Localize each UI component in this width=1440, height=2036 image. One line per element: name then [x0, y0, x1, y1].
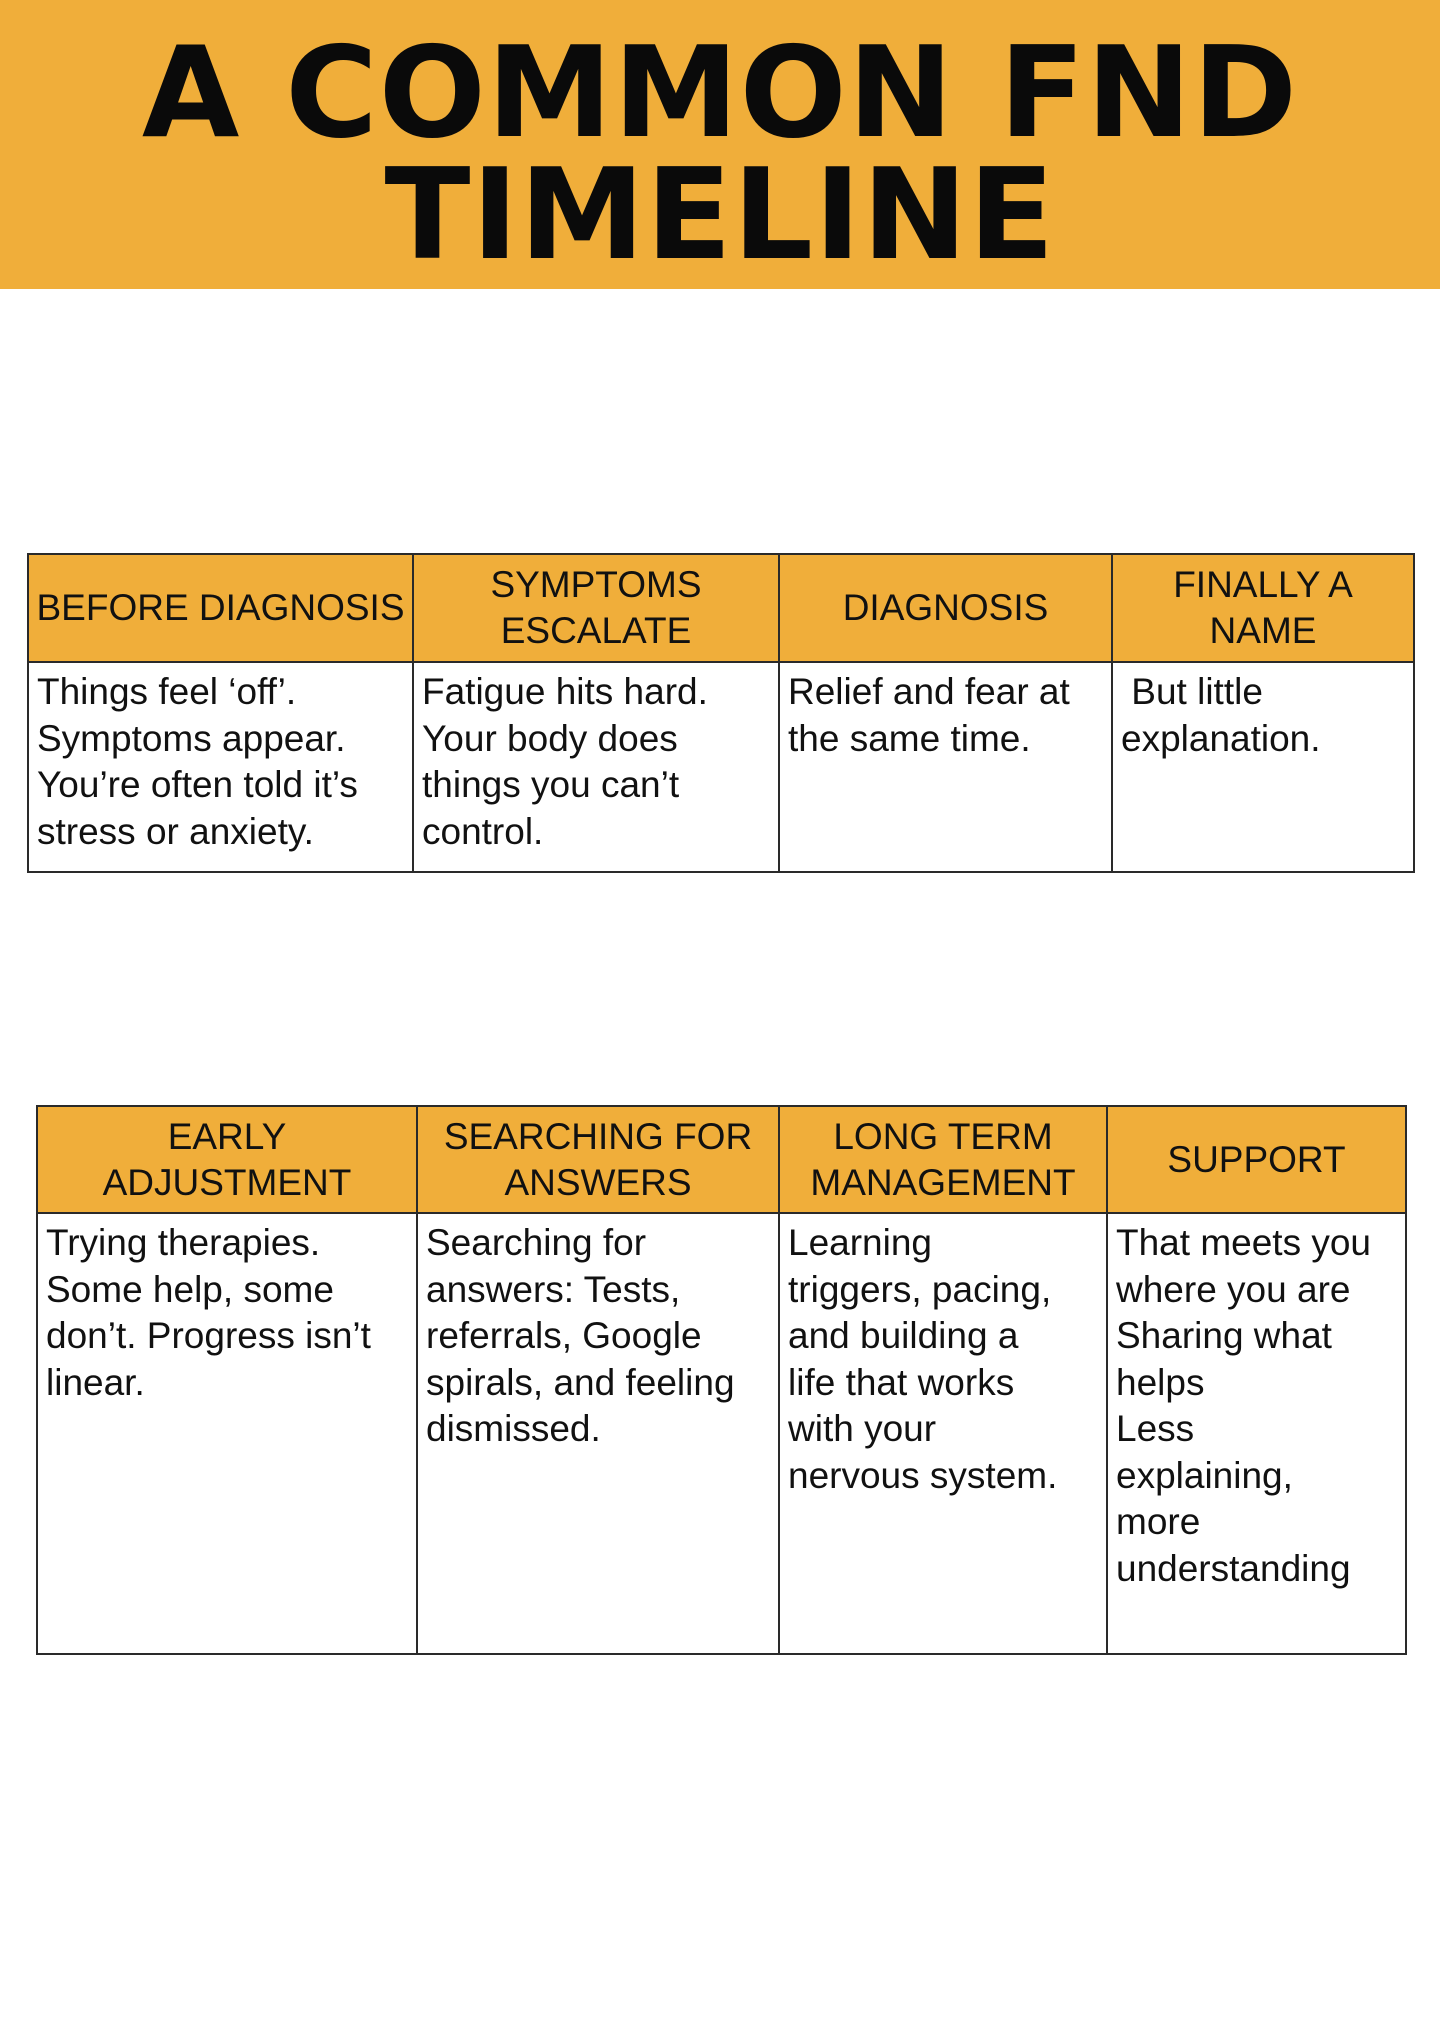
stage-description-line: Things feel ‘off’.: [37, 671, 297, 712]
stage-heading-line: FINALLY A: [1173, 564, 1353, 605]
stage-description-line: You’re often told it’s: [37, 764, 358, 805]
stage-heading: [413, 554, 779, 662]
stage-description-line: But little: [1121, 671, 1263, 712]
stage-description-line: Symptoms appear.: [37, 717, 346, 759]
stage-description-line: understanding: [1116, 1547, 1351, 1589]
stage-description-line: Some help, some: [46, 1268, 334, 1310]
stage-heading: [28, 554, 413, 662]
stage-description-line: helps: [1116, 1361, 1205, 1403]
table-row: [28, 662, 1414, 872]
timeline-table-1: [27, 553, 1415, 873]
stage-description: [1112, 662, 1414, 872]
stage-description: [28, 662, 413, 872]
stage-description-line: Fatigue hits hard.: [422, 671, 708, 712]
stage-description-line: Searching for: [426, 1222, 647, 1263]
table-row: [37, 1213, 1406, 1654]
stage-description-line: Sharing what: [1116, 1315, 1332, 1356]
stage-description-line: the same time.: [788, 717, 1031, 759]
stage-description-line: explaining,: [1116, 1454, 1293, 1496]
stage-heading-line: MANAGEMENT: [810, 1161, 1076, 1203]
stage-description-line: nervous system.: [788, 1454, 1058, 1496]
stage-description-line: Trying therapies.: [46, 1222, 321, 1263]
stage-heading-line: SEARCHING FOR: [443, 1115, 753, 1157]
stage-heading: [779, 1106, 1107, 1213]
stage-description-line: life that works: [788, 1361, 1015, 1403]
table-header-row: [28, 554, 1414, 662]
stage-description-line: triggers, pacing,: [788, 1268, 1052, 1310]
stage-heading-line: ANSWERS: [504, 1161, 692, 1203]
stage-description: [1107, 1213, 1406, 1654]
stage-description-line: explanation.: [1121, 717, 1321, 759]
stage-description: [779, 1213, 1107, 1654]
stage-description-line: Your body does: [422, 717, 678, 759]
stage-description-line: more: [1116, 1501, 1201, 1542]
stage-description: [779, 662, 1112, 872]
stage-heading: [779, 554, 1112, 662]
stage-description-line: things you can’t: [422, 764, 680, 805]
stage-heading-line: BEFORE DIAGNOSIS: [36, 587, 405, 628]
stage-description-line: That meets you: [1116, 1222, 1372, 1263]
stage-description-line: Relief and fear at: [788, 671, 1070, 712]
stage-description: [37, 1213, 417, 1654]
stage-heading: [1107, 1106, 1406, 1213]
stage-description-line: Learning: [788, 1222, 933, 1263]
stage-heading-line: ESCALATE: [500, 610, 692, 651]
title-banner: [0, 0, 1440, 289]
stage-heading-line: EARLY: [167, 1115, 287, 1157]
stage-description-line: answers: Tests,: [426, 1268, 681, 1310]
table-header-row: [37, 1106, 1406, 1213]
stage-description-line: stress or anxiety.: [37, 810, 314, 852]
stage-description: [417, 1213, 779, 1654]
stage-description-line: where you are: [1116, 1268, 1351, 1310]
stage-description-line: referrals, Google: [426, 1315, 702, 1356]
page-title-line-2: TIMELINE: [384, 141, 1056, 288]
stage-heading-line: DIAGNOSIS: [842, 587, 1049, 628]
stage-heading: [37, 1106, 417, 1213]
stage-heading-line: NAME: [1209, 610, 1317, 651]
timeline-table-2: [36, 1105, 1407, 1655]
stage-heading: [417, 1106, 779, 1213]
stage-heading-line: ADJUSTMENT: [102, 1161, 352, 1203]
stage-description-line: control.: [422, 810, 544, 852]
stage-description-line: spirals, and feeling: [426, 1361, 735, 1403]
stage-description-line: dismissed.: [426, 1408, 601, 1449]
page-title-line-1: A COMMON FND: [141, 19, 1299, 166]
stage-description-line: don’t. Progress isn’t: [46, 1315, 371, 1356]
stage-description-line: Less: [1116, 1408, 1195, 1449]
stage-description: [413, 662, 779, 872]
stage-heading-line: SUPPORT: [1167, 1138, 1346, 1180]
stage-description-line: linear.: [46, 1361, 145, 1403]
stage-heading-line: SYMPTOMS: [490, 564, 702, 605]
stage-description-line: with your: [788, 1408, 937, 1449]
stage-heading-line: LONG TERM: [833, 1115, 1053, 1157]
stage-heading: [1112, 554, 1414, 662]
stage-description-line: and building a: [788, 1315, 1019, 1356]
